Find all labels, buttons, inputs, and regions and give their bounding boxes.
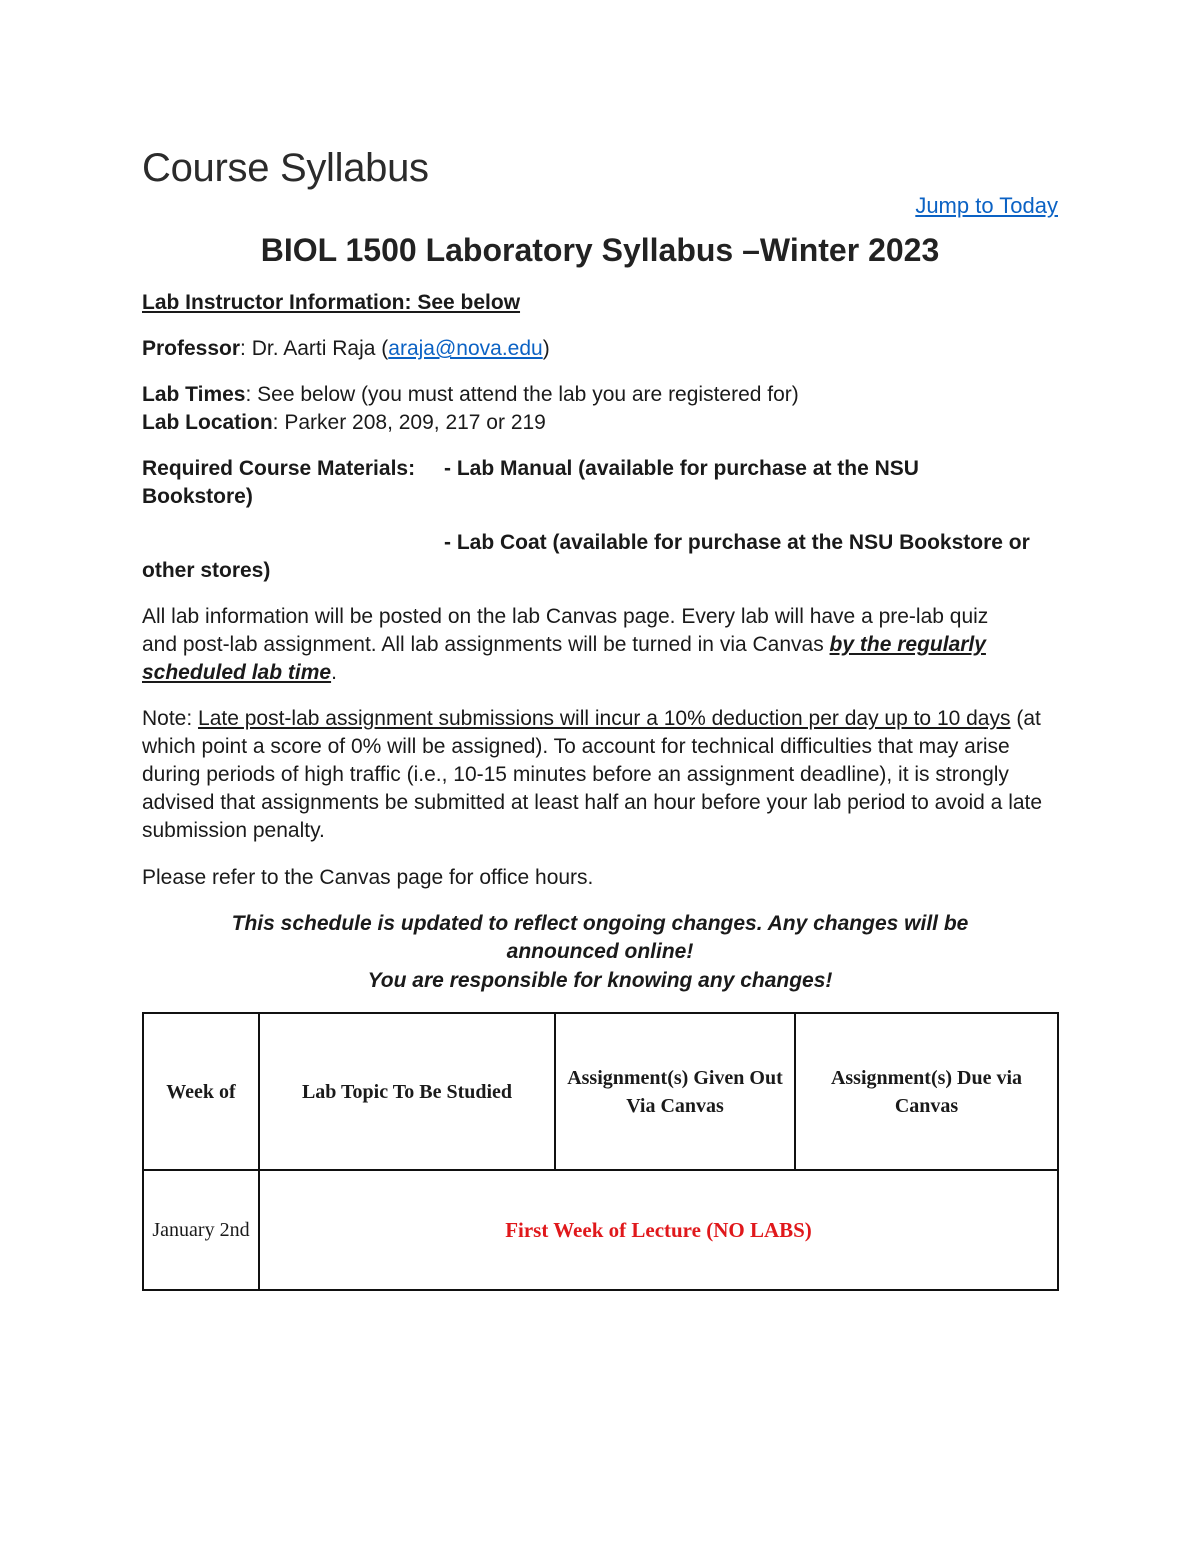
materials-line-1 (142, 455, 1058, 483)
professor-close: ) (542, 337, 550, 360)
late-policy-note (142, 705, 1052, 845)
header-assignments-given: Assignment(s) Given Out Via Canvas (555, 1013, 795, 1170)
canvas-info-text: All lab information will be posted on the lab Canvas page. Every lab will have a pre-lab quiz and post-lab assignment. All lab assignments will be turned in via Canvas (142, 605, 989, 656)
note-details: (at which point a score of 0% will be assigned). To account for technical difficulties that may arise during periods of high traffic (i.e., 10-15 minutes before an assignment deadline), it is strongly advised that assignments be submitted at least half an hour before your lab period to avoid a late submission penalty. (142, 707, 1043, 842)
materials-item-lab-manual-cont: Bookstore) (142, 485, 253, 508)
lab-location-label: Lab Location (142, 411, 273, 434)
professor-line (142, 335, 1058, 363)
header-week-of: Week of (143, 1013, 259, 1170)
materials-line-3 (142, 529, 1058, 557)
professor-email-link[interactable]: araja@nova.edu (388, 337, 543, 360)
canvas-deadline-emphasis: by the regularly scheduled lab time (142, 633, 986, 684)
instructor-info-text: Lab Instructor Information: See below (142, 291, 521, 314)
no-labs-notice: First Week of Lecture (NO LABS) (505, 1217, 812, 1242)
lab-schedule-table (142, 1012, 1059, 1291)
materials-item-lab-manual: - Lab Manual (available for purchase at the NSU (444, 457, 919, 480)
office-hours-text: Please refer to the Canvas page for office hours. (142, 866, 594, 889)
professor-label: Professor (142, 337, 241, 360)
materials-line-2 (142, 483, 1058, 511)
schedule-notice-1: This schedule is updated to reflect ongoing changes. Any changes will be announced online! (231, 912, 969, 963)
instructor-info-line (142, 289, 1058, 317)
lab-location-line (142, 409, 1058, 437)
materials-item-lab-coat: - Lab Coat (available for purchase at the NSU Bookstore or (444, 531, 1030, 554)
header-assignments-due: Assignment(s) Due via Canvas (795, 1013, 1058, 1170)
canvas-info-paragraph (142, 603, 1022, 687)
materials-label: Required Course Materials: (142, 457, 416, 480)
canvas-info-end: . (331, 661, 337, 684)
note-late-penalty: Late post-lab assignment submissions will incur a 10% deduction per day up to 10 days (198, 707, 1011, 730)
table-header-row (143, 1013, 1058, 1170)
row-week: January 2nd (143, 1170, 259, 1290)
syllabus-title: BIOL 1500 Laboratory Syllabus –Winter 2023 (260, 232, 940, 268)
lab-times-value: : See below (you must attend the lab you are registered for) (245, 383, 799, 406)
materials-item-lab-coat-cont: other stores) (142, 559, 271, 582)
lab-location-value: : Parker 208, 209, 217 or 219 (272, 411, 546, 434)
row-topic (259, 1170, 1058, 1290)
note-label: Note: (142, 707, 199, 730)
materials-line-4 (142, 557, 1058, 585)
lab-times-line (142, 381, 1058, 409)
lab-times-label: Lab Times (142, 383, 246, 406)
jump-to-today-link[interactable]: Jump to Today (915, 193, 1058, 218)
course-title: Course Syllabus (142, 146, 429, 190)
table-row (143, 1170, 1058, 1290)
office-hours-line (142, 864, 1058, 892)
schedule-notice-2: You are responsible for knowing any changes! (367, 969, 833, 992)
professor-name: : Dr. Aarti Raja ( (240, 337, 389, 360)
header-lab-topic: Lab Topic To Be Studied (259, 1013, 555, 1170)
